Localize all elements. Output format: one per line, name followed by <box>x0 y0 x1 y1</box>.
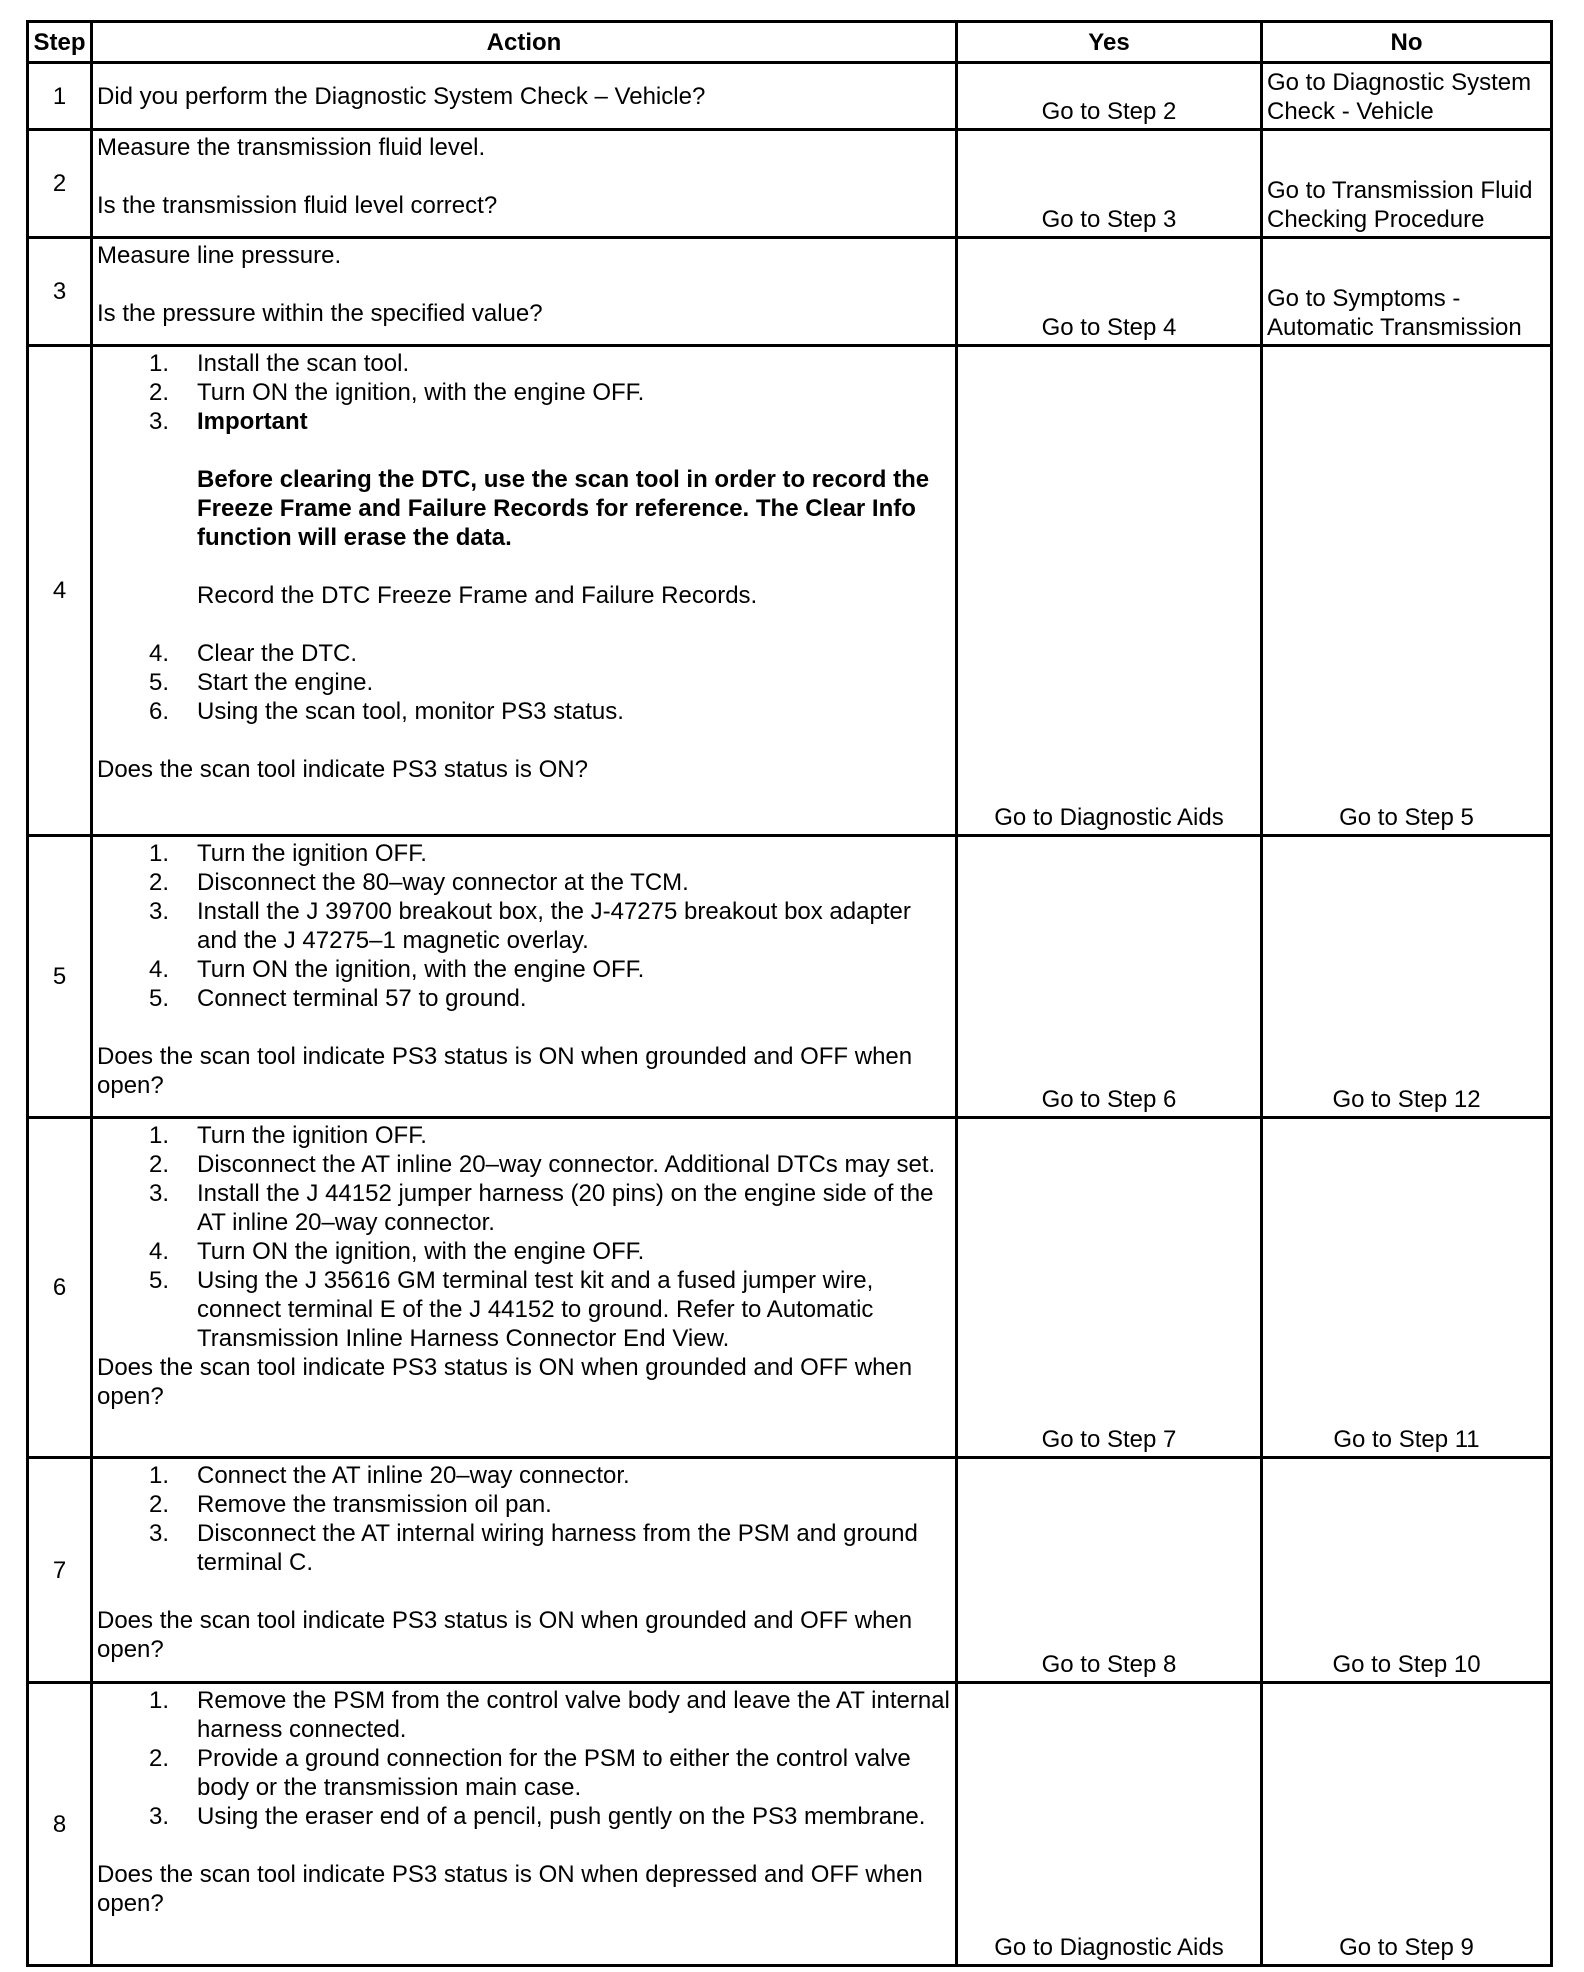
table-row <box>28 1683 1552 1966</box>
intro-text: Measure the transmission fluid level. <box>97 134 486 161</box>
step-number: 1 <box>28 63 92 130</box>
list-item: 5. Connect terminal 57 to ground. <box>149 985 527 1012</box>
no-cell: Go to Step 12 <box>1262 836 1552 1118</box>
list-item: 2. Remove the transmission oil pan. <box>149 1491 552 1518</box>
header-row <box>28 22 1552 63</box>
header-no: No <box>1262 22 1552 63</box>
table-row <box>28 1118 1552 1458</box>
no-cell: Go to Step 11 <box>1262 1118 1552 1458</box>
table-row <box>28 130 1552 238</box>
list-item: 3. Install the J 44152 jumper harness (20 pins) on the engine side of the AT inline 20–way connector. <box>149 1180 934 1236</box>
yes-cell: Go to Step 8 <box>957 1458 1262 1683</box>
no-line: Checking Procedure <box>1267 206 1485 233</box>
list-item: 1. Turn the ignition OFF. <box>149 1122 427 1149</box>
list-item: 4. Clear the DTC. <box>149 640 358 667</box>
header-yes: Yes <box>957 22 1262 63</box>
record-note: Record the DTC Freeze Frame and Failure Records. <box>197 582 758 609</box>
yes-cell: Go to Step 7 <box>957 1118 1262 1458</box>
procedure-list <box>97 1121 951 1353</box>
question-text: Does the scan tool indicate PS3 status is ON when grounded and OFF when open? <box>97 1043 913 1099</box>
list-item: 1. Turn the ignition OFF. <box>149 840 427 867</box>
step-number: 7 <box>28 1458 92 1683</box>
action-cell <box>92 1118 957 1458</box>
action-cell <box>92 1458 957 1683</box>
yes-cell: Go to Step 2 <box>957 63 1262 130</box>
table-row <box>28 1458 1552 1683</box>
step-number: 5 <box>28 836 92 1118</box>
step-number: 3 <box>28 238 92 346</box>
important-note: Before clearing the DTC, use the scan tool in order to record the Freeze Frame and Failure Records for reference. The Clear Info function will erase the data. <box>197 466 930 551</box>
table-row <box>28 836 1552 1118</box>
procedure-list <box>97 349 951 436</box>
action-cell <box>92 836 957 1118</box>
procedure-list <box>97 1461 951 1577</box>
yes-cell: Go to Step 4 <box>957 238 1262 346</box>
question-text: Is the pressure within the specified value? <box>97 300 543 327</box>
table-row <box>28 346 1552 836</box>
intro-text: Measure line pressure. <box>97 242 342 269</box>
header-step: Step <box>28 22 92 63</box>
action-cell <box>92 130 957 238</box>
question-text: Does the scan tool indicate PS3 status is ON when depressed and OFF when open? <box>97 1861 923 1917</box>
yes-cell: Go to Diagnostic Aids <box>957 1683 1262 1966</box>
no-line: Go to Symptoms - <box>1267 285 1461 312</box>
list-item: 2. Provide a ground connection for the PSM to either the control valve body or the transmission main case. <box>149 1745 911 1801</box>
header-action: Action <box>92 22 957 63</box>
list-item: 1. Connect the AT inline 20–way connector. <box>149 1462 630 1489</box>
list-item: 3. Install the J 39700 breakout box, the J-47275 breakout box adapter and the J 47275–1 magnetic overlay. <box>149 898 911 954</box>
list-item: 1. Remove the PSM from the control valve body and leave the AT internal harness connected. <box>149 1687 950 1743</box>
no-cell: Go to Step 9 <box>1262 1683 1552 1966</box>
yes-cell: Go to Step 3 <box>957 130 1262 238</box>
list-item: 5. Start the engine. <box>149 669 374 696</box>
step-number: 8 <box>28 1683 92 1966</box>
list-item: 5. Using the J 35616 GM terminal test kit and a fused jumper wire, connect terminal E of the J 44152 to ground. Refer to Automatic Transmission Inline Harness Connector End View. <box>149 1267 874 1352</box>
question-text: Did you perform the Diagnostic System Check – Vehicle? <box>97 82 706 110</box>
no-cell <box>1262 63 1552 130</box>
table-row <box>28 63 1552 130</box>
action-cell <box>92 63 957 130</box>
list-item: 3. Important <box>149 408 308 435</box>
no-line: Go to Diagnostic System <box>1267 69 1532 96</box>
list-item: 2. Turn ON the ignition, with the engine OFF. <box>149 379 645 406</box>
step-number: 6 <box>28 1118 92 1458</box>
table-row <box>28 238 1552 346</box>
procedure-list <box>97 639 951 726</box>
step-number: 4 <box>28 346 92 836</box>
no-cell <box>1262 130 1552 238</box>
no-cell: Go to Step 10 <box>1262 1458 1552 1683</box>
question-text: Is the transmission fluid level correct? <box>97 192 498 219</box>
list-item: 1. Install the scan tool. <box>149 350 410 377</box>
list-item: 4. Turn ON the ignition, with the engine OFF. <box>149 1238 645 1265</box>
list-item: 3. Using the eraser end of a pencil, push gently on the PS3 membrane. <box>149 1803 926 1830</box>
no-line: Go to Transmission Fluid <box>1267 177 1533 204</box>
yes-cell: Go to Diagnostic Aids <box>957 346 1262 836</box>
list-item: 4. Turn ON the ignition, with the engine OFF. <box>149 956 645 983</box>
list-item: 3. Disconnect the AT internal wiring harness from the PSM and ground terminal C. <box>149 1520 918 1576</box>
no-line: Check - Vehicle <box>1267 98 1434 125</box>
diagnostic-table <box>26 20 1553 1967</box>
no-line: Automatic Transmission <box>1267 314 1522 341</box>
no-cell: Go to Step 5 <box>1262 346 1552 836</box>
list-item: 6. Using the scan tool, monitor PS3 status. <box>149 698 624 725</box>
no-cell <box>1262 238 1552 346</box>
procedure-list <box>97 1686 951 1831</box>
procedure-list <box>97 839 951 1013</box>
action-cell <box>92 1683 957 1966</box>
question-text: Does the scan tool indicate PS3 status is ON when grounded and OFF when open? <box>97 1607 913 1663</box>
list-item: 2. Disconnect the 80–way connector at the TCM. <box>149 869 689 896</box>
action-cell <box>92 346 957 836</box>
question-text: Does the scan tool indicate PS3 status is ON when grounded and OFF when open? <box>97 1354 913 1410</box>
action-cell <box>92 238 957 346</box>
diagnostic-table-page <box>26 20 1550 1967</box>
question-text: Does the scan tool indicate PS3 status is ON? <box>97 756 588 783</box>
list-item: 2. Disconnect the AT inline 20–way connector. Additional DTCs may set. <box>149 1151 936 1178</box>
yes-cell: Go to Step 6 <box>957 836 1262 1118</box>
step-number: 2 <box>28 130 92 238</box>
